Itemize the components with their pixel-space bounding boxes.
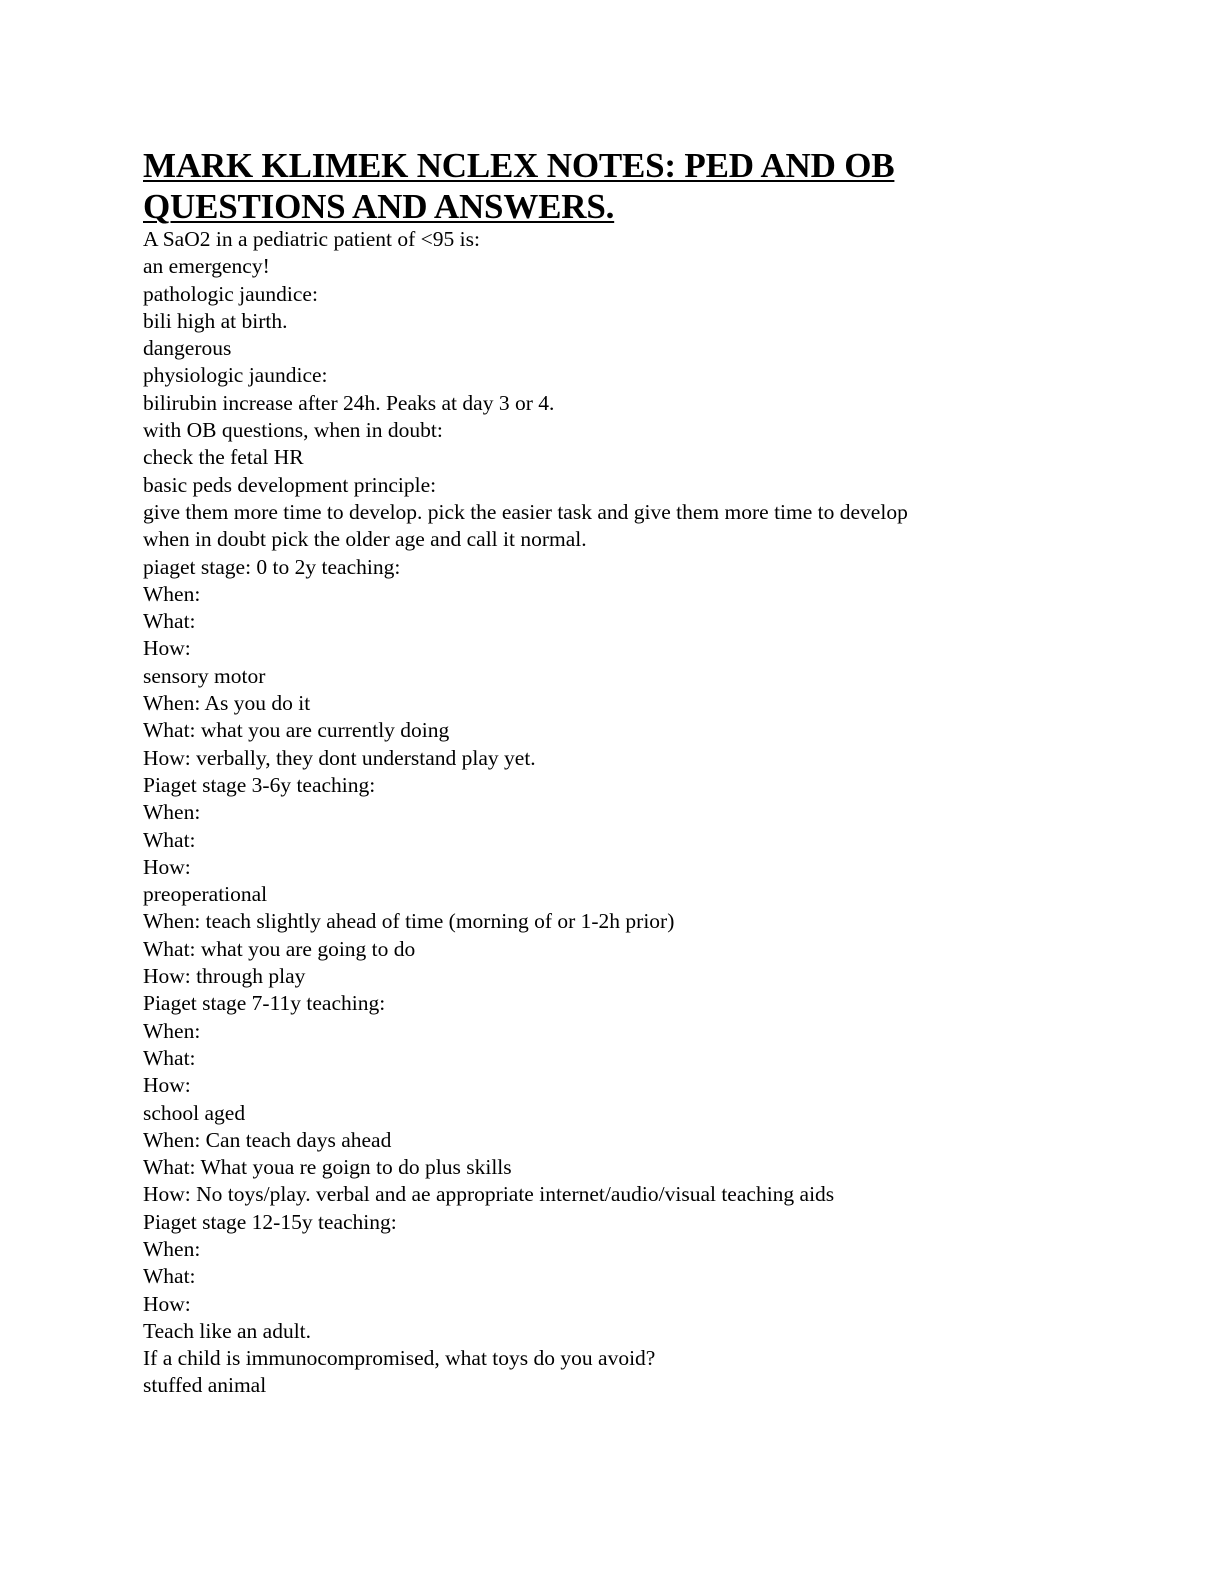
text-line: bili high at birth. [143, 308, 288, 333]
text-line: How: No toys/play. verbal and ae appropriate internet/audio/visual teaching aids [143, 1182, 835, 1207]
text-line: Piaget stage 7-11y teaching: [143, 991, 386, 1016]
text-line: stuffed animal [143, 1373, 267, 1398]
text-line: What: [143, 1045, 196, 1070]
text-line: When: Can teach days ahead [143, 1127, 392, 1152]
text-line: bilirubin increase after 24h. Peaks at day 3 or 4. [143, 390, 555, 415]
text-line: physiologic jaundice: [143, 363, 328, 388]
text-line: If a child is immunocompromised, what toys do you avoid? [143, 1346, 656, 1371]
text-line: What: What youa re goign to do plus skills [143, 1155, 512, 1180]
text-line: when in doubt pick the older age and call it normal. [143, 527, 587, 552]
text-line: When: teach slightly ahead of time (morning of or 1-2h prior) [143, 909, 675, 934]
text-line: with OB questions, when in doubt: [143, 418, 443, 443]
text-line: When: As you do it [143, 691, 311, 716]
title-line-1: MARK KLIMEK NCLEX NOTES: PED AND OB [143, 146, 895, 185]
text-line: How: [143, 1291, 191, 1316]
text-line: When: [143, 581, 201, 606]
text-line: an emergency! [143, 254, 270, 279]
text-line: give them more time to develop. pick the easier task and give them more time to develop [143, 499, 908, 524]
text-line: What: what you are going to do [143, 936, 416, 961]
text-line: Piaget stage 3-6y teaching: [143, 772, 376, 797]
text-line: school aged [143, 1100, 246, 1125]
text-line: A SaO2 in a pediatric patient of <95 is: [143, 227, 480, 251]
text-line: preoperational [143, 882, 268, 907]
text-line: sensory motor [143, 663, 266, 688]
text-line: What: [143, 827, 196, 852]
text-line: When: [143, 1236, 201, 1261]
text-line: How: through play [143, 964, 306, 989]
title-line-2: QUESTIONS AND ANSWERS. [143, 187, 615, 226]
text-line: How: verbally, they dont understand play yet. [143, 745, 536, 770]
text-line: How: [143, 1073, 191, 1098]
text-line: What: [143, 1264, 196, 1289]
text-line: Teach like an adult. [143, 1318, 312, 1343]
text-line: dangerous [143, 336, 232, 361]
text-line: How: [143, 636, 191, 661]
text-line: When: [143, 1018, 201, 1043]
text-line: What: what you are currently doing [143, 718, 450, 743]
text-line: check the fetal HR [143, 445, 304, 470]
text-line: piaget stage: 0 to 2y teaching: [143, 554, 401, 579]
text-line: basic peds development principle: [143, 472, 437, 497]
text-line: When: [143, 800, 201, 825]
text-line: What: [143, 609, 196, 634]
text-line: Piaget stage 12-15y teaching: [143, 1209, 397, 1234]
document-body [143, 226, 1183, 1400]
text-line: How: [143, 854, 191, 879]
text-line: pathologic jaundice: [143, 281, 318, 306]
document-title [143, 145, 1143, 227]
